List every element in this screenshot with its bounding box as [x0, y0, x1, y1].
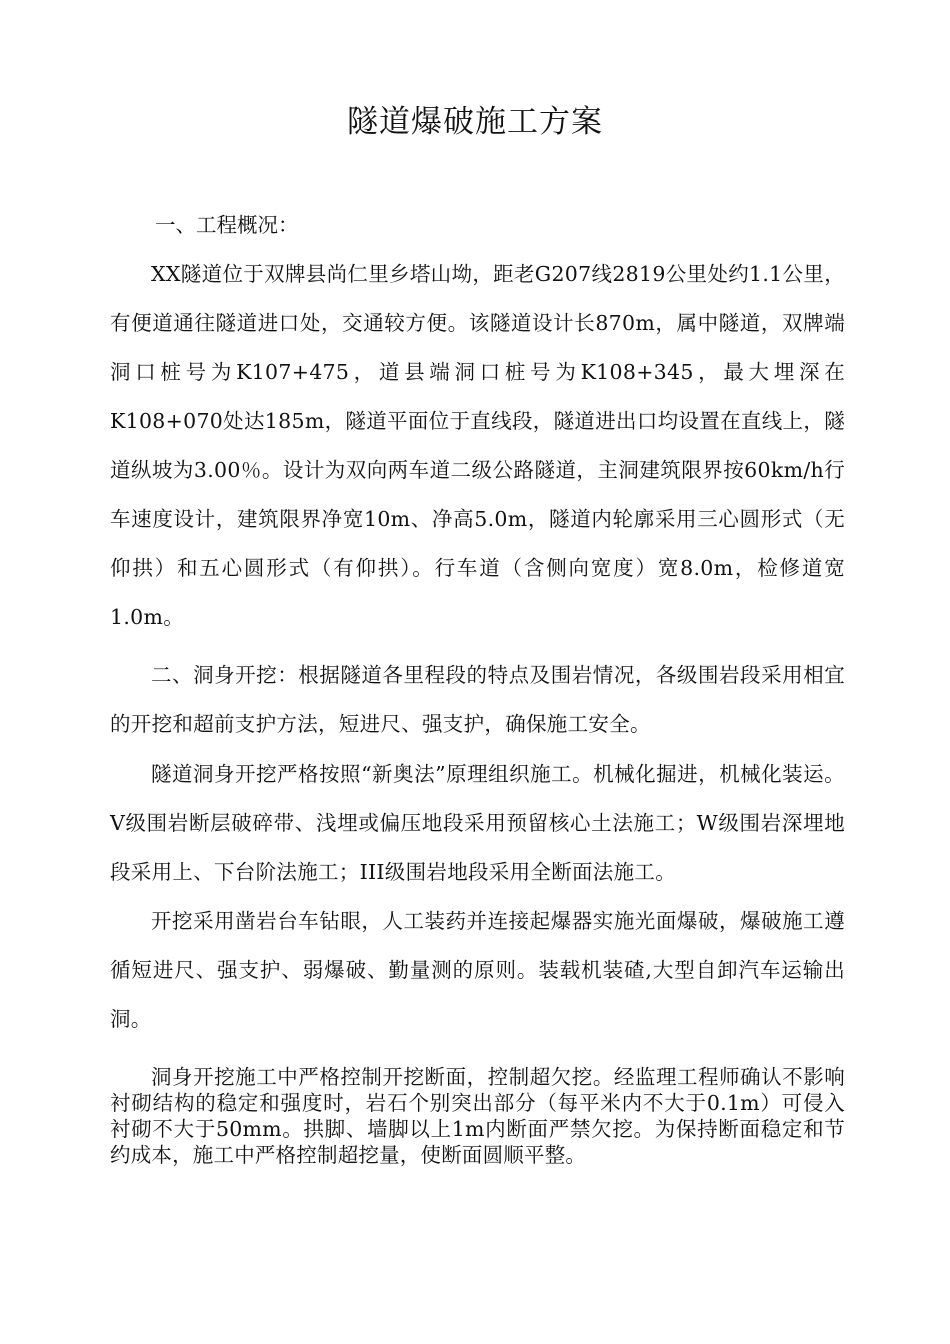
blasting-paragraph: 开挖采用凿岩台车钻眼，人工装药并连接起爆器实施光面爆破，爆破施工遵循短进尺、强支护、弱爆破、勤量测的原则。装载机装碴,大型自卸汽车运输出洞。 [110, 909, 845, 1031]
document-title: 隧道爆破施工方案 [347, 104, 603, 140]
section2-paragraph: 二、洞身开挖：根据隧道各里程段的特点及围岩情况，各级围岩段采用相宜的开挖和超前支护方法，短进尺、强支护，确保施工安全。 [110, 663, 845, 736]
excavation-method-paragraph: 隧道洞身开挖严格按照“新奥法”原理组织施工。机械化掘进，机械化装运。V级围岩断层破碎带、浅埋或偏压地段采用预留核心土法施工；W级围岩深埋地段采用上、下台阶法施工；III级围岩地段采用全断面法施工。 [110, 762, 845, 884]
section1-paragraph: XX隧道位于双牌县尚仁里乡塔山坳，距老G207线2819公里处约1.1公里，有便道通往隧道进口处，交通较方便。该隧道设计长870m，属中隧道，双牌端洞口桩号为K107+475，道县端洞口桩号为K108+345，最大埋深在K108+070处达185m，隧道平面位于直线段，隧道进出口均设置在直线上，隧道纵坡为3.00％。设计为双向两车道二级公路隧道，主洞建筑限界按60km/h行车速度设计，建筑限界净宽10m、净高5.0m，隧道内轮廓采用三心圆形式（无仰拱）和五心圆形式（有仰拱）。行车道（含侧向宽度）宽8.0m，检修道宽1.0m。 [110, 262, 845, 629]
overbreak-control-paragraph: 洞身开挖施工中严格控制开挖断面，控制超欠挖。经监理工程师确认不影响衬砌结构的稳定和强度时，岩石个别突出部分（每平米内不大于0.1m）可侵入衬砌不大于50mm。拱脚、墙脚以上1m内断面严禁欠挖。为保持断面稳定和节约成本，施工中严格控制超挖量，使断面圆顺平整。 [110, 1065, 845, 1167]
section1-heading: 一、工程概况： [155, 213, 299, 237]
